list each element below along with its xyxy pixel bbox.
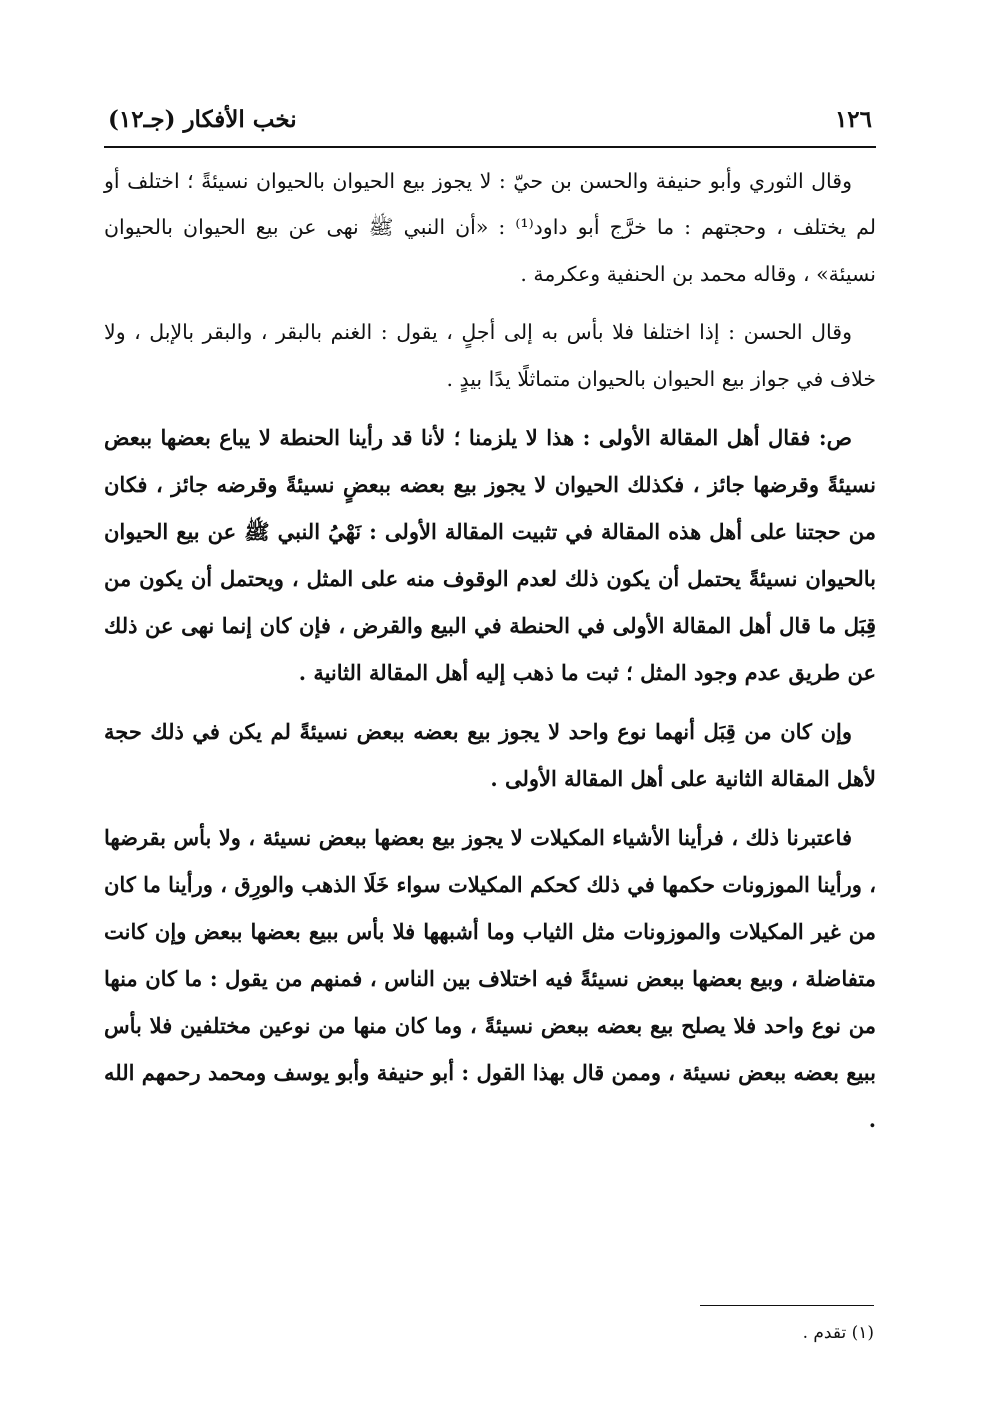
paragraph-conditional: وإن كان من قِبَل أنهما نوع واحد لا يجوز بيع بعضه ببعض نسيئةً لم يكن في ذلك حجة لأهل المقالة الثانية على أهل المقالة الأولى . (104, 719, 876, 792)
paragraph-hasan: وقال الحسن : إذا اختلفا فلا بأس به إلى أجلٍ ، يقول : الغنم بالبقر ، والبقر بالإبل ، ولا خلاف في جواز بيع الحيوان بالحيوان متماثلًا يدًا بيدٍ . (104, 320, 876, 391)
footnote-rule (700, 1305, 874, 1306)
paragraph-thawri: وقال الثوري وأبو حنيفة والحسن بن حيّ : لا يجوز بيع الحيوان بالحيوان نسيئةً ؛ اختلف أو لم يختلف ، وحجتهم : ما خرَّج أبو داود⁽¹⁾ : «أن النبي ﷺ نهى عن بيع الحيوان بالحيوان نسيئة» ، وقاله محمد بن الحنفية وعكرمة . (104, 169, 876, 286)
footnote: (١) تقدم . (802, 1323, 874, 1343)
paragraph-sad-text: ص: فقال أهل المقالة الأولى : هذا لا يلزمنا ؛ لأنا قد رأينا الحنطة لا يباع بعضها ببعض نسيئةً وقرضها جائز ، فكذلك الحيوان لا يجوز بيع بعضه ببعضٍ نسيئةً وقرضه جائز ، فكان من حجتنا على أهل هذه المقالة في تثبيت المقالة الأولى : نَهْيُ النبي ﷺ عن بيع الحيوان بالحيوان نسيئةً يحتمل أن يكون ذلك لعدم الوقوف منه على المثل ، ويحتمل أن يكون من قِبَل ما قال أهل المقالة الأولى في الحنطة في البيع والقرض ، فإن كان إنما نهى عن ذلك عن طريق عدم وجود المثل ؛ ثبت ما ذهب إليه أهل المقالة الثانية . (104, 425, 876, 686)
page-header (108, 96, 872, 142)
header-rule (104, 146, 876, 148)
page-number: ١٢٦ (834, 105, 872, 133)
paragraph-consideration: فاعتبرنا ذلك ، فرأينا الأشياء المكيلات لا يجوز بيع بعضها ببعض نسيئة ، ولا بأس بقرضها ، ورأينا الموزونات حكمها في ذلك كحكم المكيلات سواء خَلَا الذهب والورِق ، ورأينا ما كان من غير المكيلات والموزونات مثل الثياب وما أشبهها فلا بأس ببيع بعضها ببعض وإن كانت متفاضلة ، وبيع بعضها ببعض نسيئةً فيه اختلاف بين الناس ، فمنهم من يقول : ما كان منها من نوع واحد فلا يصلح بيع بعضه ببعض نسيئةً ، وما كان منها من نوعين مختلفين فلا بأس ببيع بعضه ببعض نسيئة ، وممن قال بهذا القول : أبو حنيفة وأبو يوسف ومحمد رحمهم الله . (104, 825, 876, 1133)
body-text (104, 158, 876, 1155)
book-title: نخب الأفكار (جـ١٢) (108, 105, 297, 133)
